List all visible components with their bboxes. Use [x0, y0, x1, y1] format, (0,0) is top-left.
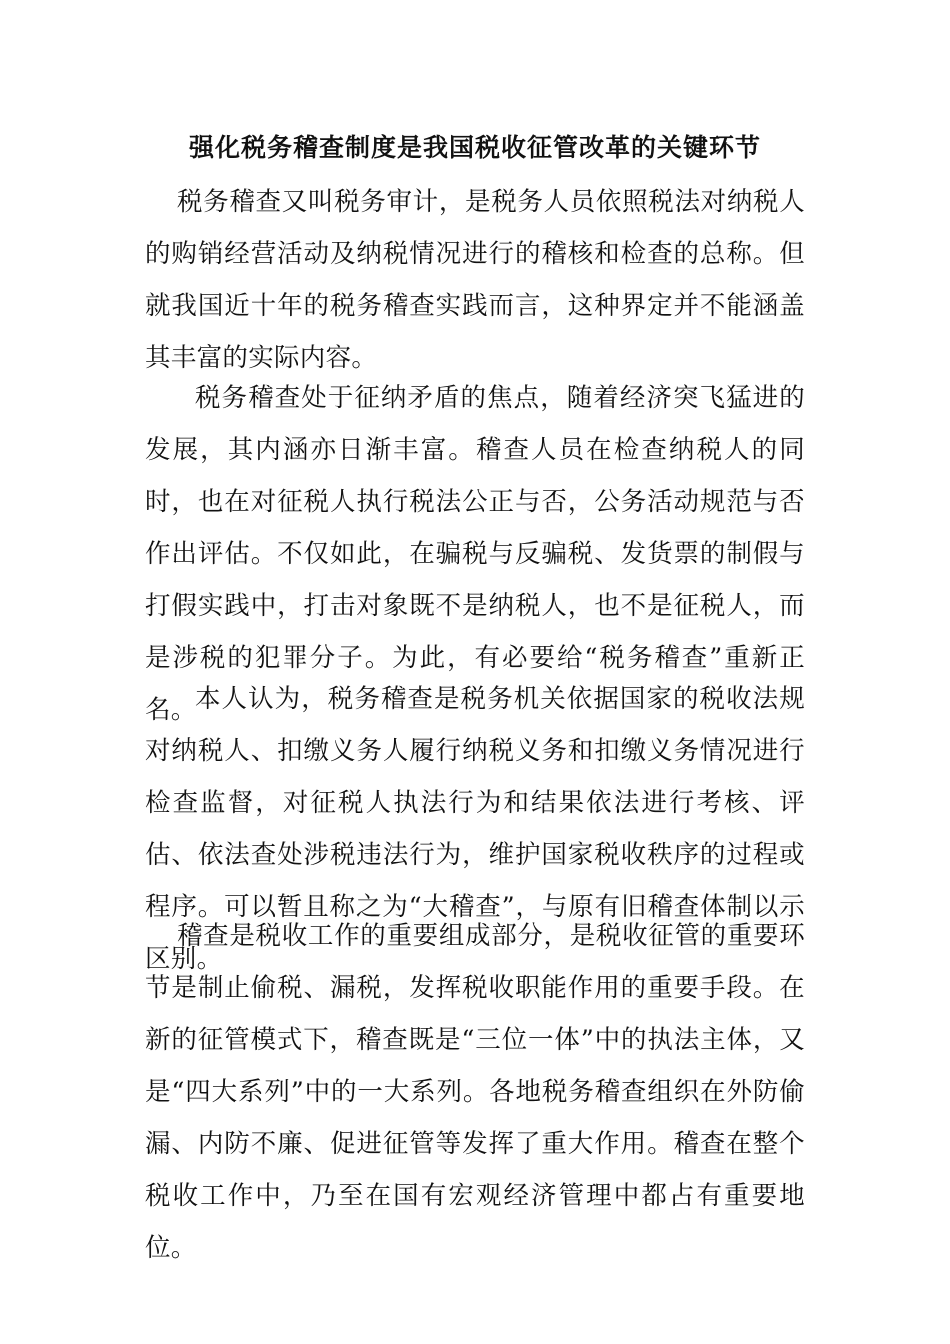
paragraph-2: 税务稽查处于征纳矛盾的焦点，随着经济突飞猛进的发展，其内涵亦日渐丰富。稽查人员在检查纳税人的同时，也在对征税人执行税法公正与否，公务活动规范与否作出评估。不仅如此，在骗税与反骗税、发货票的制假与打假实践中，打击对象既不是纳税人，也不是征税人，而是涉税的犯罪分子。为此，有必要给“税务稽查”重新正名。: [145, 383, 805, 725]
document-title: 强化税务稽查制度是我国税收征管改革的关键环节: [188, 133, 761, 162]
paragraph-3: 本人认为，税务稽查是税务机关依据国家的税收法规对纳税人、扣缴义务人履行纳税义务和扣缴义务情况进行检查监督，对征税人执法行为和结果依法进行考核、评估、依法查处涉税违法行为，维护国家税收秩序的过程或程序。可以暂且称之为“大稽查”，与原有旧稽查体制以示区别。: [145, 684, 805, 974]
paragraph-4: 稽查是税收工作的重要组成部分，是税收征管的重要环节是制止偷税、漏税，发挥税收职能作用的重要手段。在新的征管模式下，稽查既是“三位一体”中的执法主体，又是“四大系列”中的一大系列。各地税务稽查组织在外防偷漏、内防不廉、促进征管等发挥了重大作用。稽查在整个税收工作中，乃至在国有宏观经济管理中都占有重要地位。: [145, 921, 805, 1263]
paragraph-1: 税务稽查又叫税务审计，是税务人员依照税法对纳税人的购销经营活动及纳税情况进行的稽核和检查的总称。但就我国近十年的税务稽查实践而言，这种界定并不能涵盖其丰富的实际内容。: [145, 187, 805, 373]
